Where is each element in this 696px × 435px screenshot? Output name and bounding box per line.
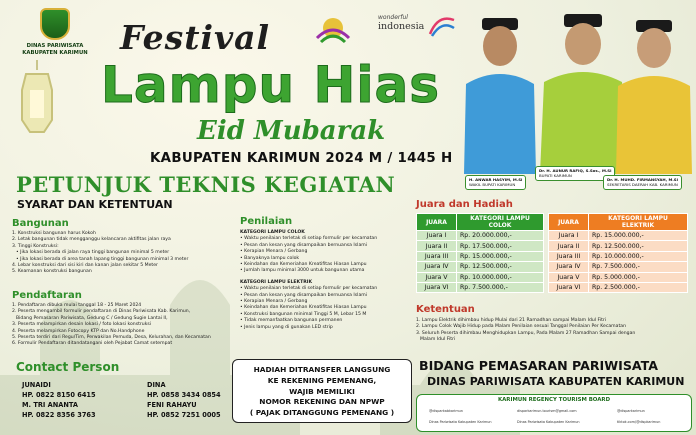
prize-cell: Rp. 7.500.000,- [589,262,688,272]
syarat-heading: SYARAT DAN KETENTUAN [17,198,173,211]
prize-cell: Rp. 15.000.000,- [457,251,544,261]
prize-cell: Rp. 10.000.000,- [589,251,688,261]
official-role: SEKRETARIS DAERAH KAB. KARIMUN [607,182,678,188]
list-item: 2. Letak bangunan tidak mengganggu kelancaran aktifitas jalan raya [12,237,171,243]
wi-swirl-icon [428,14,456,38]
rank-cell: Juara IV [549,262,589,272]
list-item: 2. Lampu Colok Wajib Hidup pada Malam Penilaian sesuai Tanggal Penilaian Per Kecamatan [416,324,626,330]
rank-cell: Juara V [417,272,457,282]
contact-col-2 [147,380,221,420]
prize-cell: Rp. 12.500.000,- [589,241,688,251]
elektrik-subtitle: KATEGORI LAMPU ELEKTRIK [240,279,313,285]
penilaian-section [240,216,410,331]
penilaian-colok [240,230,410,275]
list-item: • Pesan dan kesan yang disampaikan bernuansa Islami [240,292,368,298]
prize-cell: Rp. 12.500.000,- [457,262,544,272]
juara-colok-table [416,213,544,293]
bangunan-section [12,218,234,276]
rank-cell: Juara II [549,241,589,251]
contact-phone[interactable]: HP. 0858 3434 0854 [147,391,221,399]
list-item: • Waktu penilaian terletak di setiap formulir per kecamatan [240,236,378,242]
kabupaten-year: KABUPATEN KARIMUN 2024 M / 1445 H [150,151,453,166]
pendaftaran-title: Pendaftaran [12,290,82,301]
official-role: WAKIL BUPATI KARIMUN [469,182,516,188]
table-header: KATEGORI LAMPU COLOK [457,214,544,231]
official-tag-2 [603,175,682,190]
list-item: 3. Peserta melampirkan desain lokasi / foto lokasi konstruksi [12,322,152,328]
contact-name: JUNAIDI [22,381,51,389]
table-row [549,241,688,251]
rank-cell: Juara IV [417,262,457,272]
table-row [549,282,688,292]
rank-cell: Juara VI [417,282,457,292]
org-line1: DINAS PARIWISATA [26,43,84,49]
hadiah-line: WAJIB MEMILIKI [289,386,355,396]
list-item: • Banyaknya lampu colok [240,255,300,261]
rank-cell: Juara III [549,251,589,261]
rank-cell: Juara I [417,231,457,241]
list-item: • Jenis lampu yang di gunakan LED strip [240,324,333,330]
pendaftaran-list [12,303,234,348]
list-item: • Keindahan dan Kemeriahan Kreatifitas Hiasan Lampu [240,262,367,268]
bangunan-title: Bangunan [12,218,69,229]
contact-col-1 [22,380,96,420]
list-item: • Jumlah lampu minimal 3000 untuk bangunan utama [240,268,365,274]
contact-name: DINA [147,381,166,389]
rank-cell: Juara V [549,272,589,282]
hadiah-line: KE REKENING PEMENANG, [267,375,377,385]
bangunan-list [12,231,234,276]
bidang-title: BIDANG PEMASARAN PARIWISATA [419,358,659,373]
wi-line2: indonesia [378,21,425,32]
org-line2: KABUPATEN KARIMUN [22,49,88,56]
list-item: 6. Formulir Pendaftaran ditandatangani oleh Pejabat Camat setempat [12,341,173,347]
rank-cell: Juara II [417,241,457,251]
penilaian-elektrik [240,280,410,331]
wonderful-indonesia-logo [378,14,458,38]
table-row [417,272,544,282]
ketentuan-section [416,304,692,344]
table-header: JUARA [549,214,589,231]
rank-cell: Juara I [549,231,589,241]
table-row [549,272,688,282]
list-item: 5. Keamanan konstruksi bangunan [12,269,92,275]
prize-cell: Rp. 15.000.000,- [589,231,688,241]
official-name: Dr. H. AUNUR RAFIQ, S.Sos., M.Si [539,168,612,173]
table-row [417,241,544,251]
table-row [417,251,544,261]
contact-phone[interactable]: HP. 0852 7251 0005 [147,411,221,419]
official-wakil-bupati [464,14,536,174]
pendaftaran-section [12,290,234,348]
official-bupati [540,10,626,174]
social-email[interactable]: disparkarimun.tourism@gmail.com [517,409,577,413]
official-name: Dr. H. MUHD. FIRMANSYAH, M.Si [607,177,678,182]
list-item: Malam Idul Fitri [420,337,456,343]
list-item: • Waktu penilaian terletak di setiap formulir per kecamatan [240,286,378,292]
ketentuan-title: Ketentuan [416,304,475,315]
dinas-logo [10,8,100,56]
contact-phone[interactable]: HP. 0822 8356 3763 [22,411,96,419]
social-instagram[interactable]: @disparkabkarimun [429,409,463,413]
prize-cell: Rp. 17.500.000,- [457,241,544,251]
social-youtube[interactable]: Dinas Pariwisata Kabupaten Karimun [517,420,580,424]
prize-cell: Rp. 20.000.000,- [457,231,544,241]
official-photo-icon [616,16,692,174]
festival-title: Festival [120,18,271,57]
juara-elektrik-table [548,213,688,293]
table-header: JUARA [417,214,457,231]
eid-mubarak-title: Eid Mubarak [197,116,386,146]
list-item: 1. Konstruksi bangunan harus Kokoh [12,231,96,236]
official-name: H. ANWAR HASYIM, M.Si [469,177,523,182]
rank-cell: Juara VI [549,282,589,292]
list-item: • Keindahan dan Kemeriahan Kreatifitas Hiasan Lampu [240,305,367,311]
hadiah-line: HADIAH DITRANSFER LANGSUNG [253,365,391,374]
tourism-board-footer [416,394,692,432]
list-item: Bidang Pemasaran Pariwisata, Gedung C / Gedung Sugie Lantai II, [16,315,168,321]
dinas-title: DINAS PARIWISATA KABUPATEN KARIMUN [427,375,685,388]
table-row [549,251,688,261]
list-item: • Kerapian Menara / Gerbang [240,249,308,255]
hadiah-line: NOMOR REKENING DAN NPWP [259,397,385,407]
official-role: BUPATI KARIMUN [539,173,572,179]
prize-cell: Rp. 5.000.000,- [589,272,688,282]
social-tiktok[interactable]: tiktok.com/@dispkarimun [617,420,661,424]
table-row [549,262,688,272]
list-item: 4. Peserta melampirkan Fotocopy KTP dan No.Handphone [12,328,145,334]
list-item: 1. Pendaftaran dibuka mulai tanggal 18 - 25 Maret 2024 [12,303,142,308]
list-item: • Kerapian Menara / Gerbang [240,299,308,305]
table-header: KATEGORI LAMPU ELEKTRIK [589,214,688,231]
rank-cell: Juara III [417,251,457,261]
list-item: 2. Peserta mengambil formulir pendaftaran di Dinas Pariwisata Kab. Karimun, [12,309,191,315]
official-sekda [616,16,692,174]
contact-title: Contact Person [16,360,120,374]
board-title: KARIMUN REGENCY TOURISM BOARD [497,397,611,403]
hadiah-line: ( PAJAK DITANGGUNG PEMENANG ) [249,408,395,418]
contact-name: FENI RAHAYU [147,401,197,409]
ketentuan-list [416,318,692,344]
list-item: • Jika lokasi berada di jalan raya tinggi bangunan minimal 5 meter [16,250,170,256]
juara-title: Juara dan Hadiah [416,199,513,210]
lampu-hias-title: Lampu Hias [101,56,440,114]
table-row [417,282,544,292]
social-twitter[interactable]: @disparkarimun [617,409,645,413]
table-row [417,231,544,241]
official-tag-0 [465,175,526,190]
penilaian-title: Penilaian [240,216,293,227]
list-item: • Jika lokasi berada di area tanah lapang tinggi bangunan minimal 3 meter [16,256,189,262]
prize-cell: Rp. 10.000.000,- [457,272,544,282]
table-row [549,231,688,241]
list-item: 5. Peserta terdiri dari Regu/Tim, Perwakilan Pemuda, Desa, Kelurahan, dan Kecamatan [12,335,211,341]
wi-line1: wonderful [378,14,408,21]
list-item: 3. Tinggi Konstruksi: [12,243,59,249]
list-item: • Konstruksi bangunan minimal Tinggi 5 M, Lebar 15 M [240,311,367,317]
list-item: 4. Lebar konstruksi dari sisi kiri dan kanan jalan sekitar 5 Meter [12,263,158,269]
karimun-crest-icon [40,8,70,40]
list-item: 1. Lampu Elektrik dihimbau hidup Mulai dari 21 Ramadhan sampai Malam Idul Fitri [416,318,607,323]
lantern-icon [14,60,60,140]
table-row [417,262,544,272]
prize-cell: Rp. 7.500.000,- [457,282,544,292]
list-item: • Tidak memanfaatkan bangunan permanen [240,318,343,324]
prize-cell: Rp. 2.500.000,- [589,282,688,292]
contact-name: M. TRI ANANTA [22,401,79,409]
social-facebook[interactable]: Dinas Pariwisata Kabupaten Karimun [429,420,492,424]
event-logo-icon [311,14,355,46]
list-item: • Pesan dan kesan yang disampaikan bernuansa Islami [240,242,368,248]
hadiah-transfer-box [232,359,412,423]
colok-subtitle: KATEGORI LAMPU COLOK [240,230,305,235]
list-item: 3. Seluruh Peserta dihimbau Menghidupkan Lampu, Pada Malam 27 Ramadhan Sampai dengan [416,330,636,336]
petunjuk-heading: PETUNJUK TEKNIS KEGIATAN [16,172,396,197]
official-photo-icon [464,14,536,174]
official-photo-icon [540,10,626,174]
contact-phone[interactable]: HP. 0822 8150 6415 [22,391,96,399]
